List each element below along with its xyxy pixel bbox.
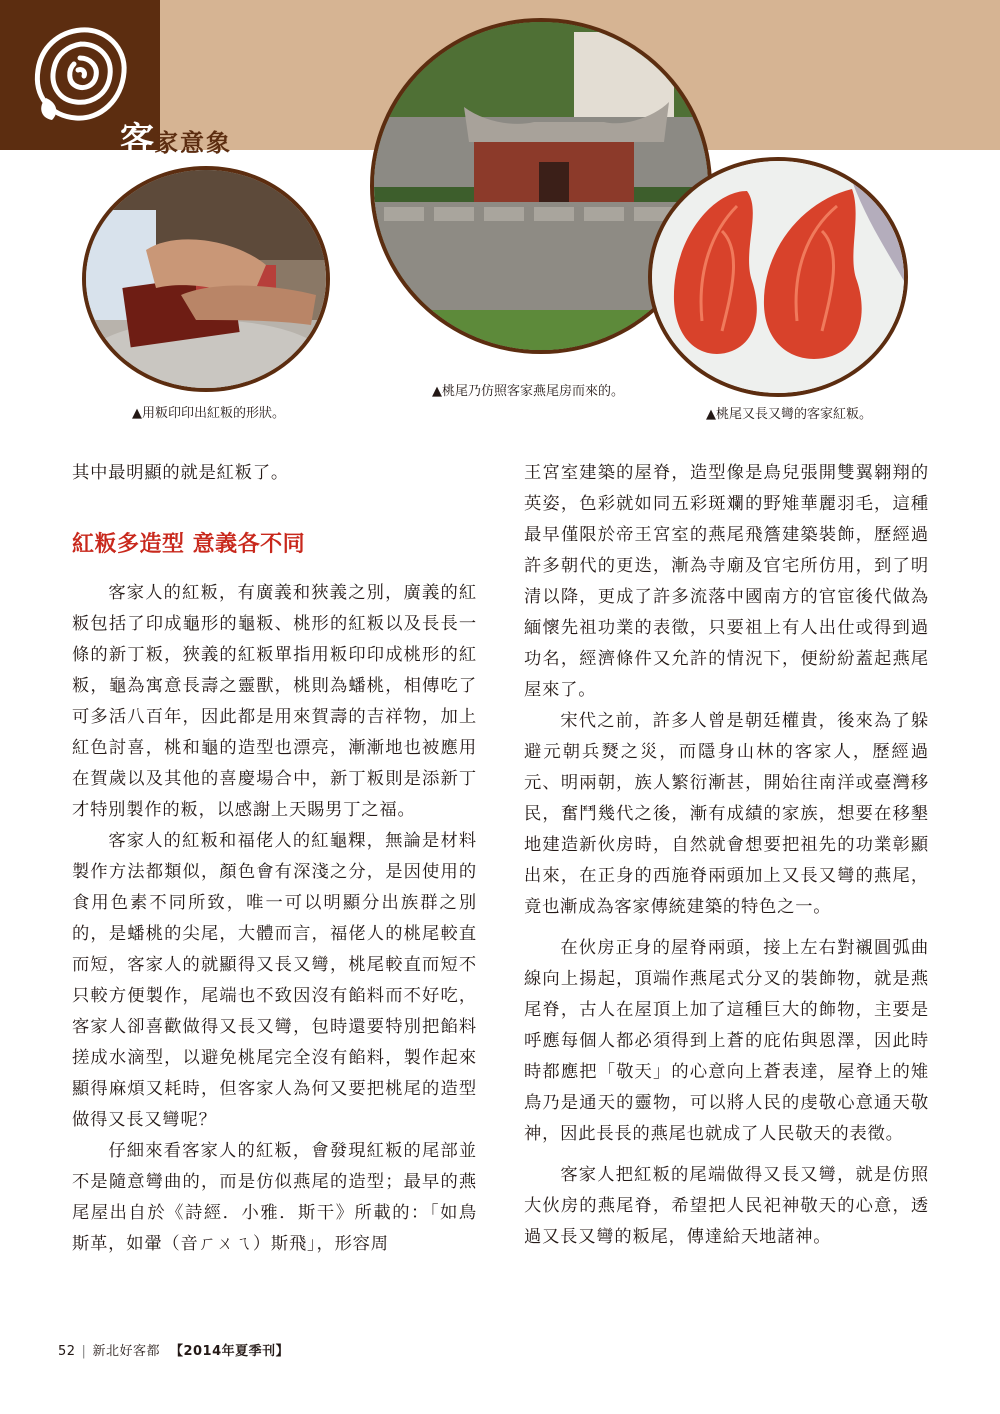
section-title-rest: 家意象 [154,129,232,157]
magazine-name: 新北好客都 [92,1344,160,1359]
body-paragraph: 客家人的紅粄和福佬人的紅龜粿，無論是材料製作方法都類似，顏色會有深淺之分，是因使用的食用色素不同所致，唯一可以明顯分出族群之別的，是蟠桃的尖尾，大體而言，福佬人的桃尾較直而短，客家人的就顯得又長又彎，桃尾較直而短不只較方便製作，尾端也不致因沒有餡料而不好吃，客家人卻喜歡做得又長又彎，包時還要特別把餡料搓成水滴型，以避免桃尾完全沒有餡料，製作起來顯得麻煩又耗時，但客家人為何又要把桃尾的造型做得又長又彎呢？ [72,831,477,1130]
section-heading: 紅粄多造型 意義各不同 [72,532,306,557]
article-column-right [524,458,929,1253]
body-paragraph: 在伙房正身的屋脊兩頭，接上左右對襯圓弧曲線向上揚起，頂端作燕尾式分叉的裝飾物，就是燕尾脊，古人在屋頂上加了這種巨大的飾物，主要是呼應每個人都必須得到上蒼的庇佑與恩澤，因此時時都應把「敬天」的心意向上蒼表達，屋脊上的雉鳥乃是通天的靈物，可以將人民的虔敬心意通天敬神，因此長長的燕尾也就成了人民敬天的表徵。 [524,938,929,1144]
body-paragraph: 仔細來看客家人的紅粄，會發現紅粄的尾部並不是隨意彎曲的，而是仿似燕尾的造型；最早的燕尾屋出自於《詩經．小雅．斯干》所載的：「如鳥斯革，如翬（音ㄏㄨㄟ）斯飛」，形容周 [72,1141,477,1254]
body-paragraph: 客家人的紅粄，有廣義和狹義之別，廣義的紅粄包括了印成龜形的龜粄、桃形的紅粄以及長長一條的新丁粄，狹義的紅粄單指用粄印印成桃形的紅粄，龜為寓意長壽之靈獸，桃則為蟠桃，相傳吃了可多活八百年，因此都是用來賀壽的吉祥物，加上紅色討喜，桃和龜的造型也漂亮，漸漸地也被應用在賀歲以及其他的喜慶場合中，新丁粄則是添新丁才特別製作的粄，以感謝上天賜男丁之福。 [72,583,477,820]
page-number: 52 [58,1344,76,1359]
lead-paragraph: 其中最明顯的就是紅粄了。 [72,463,289,483]
article-column-left [72,458,477,1260]
section-title [120,112,232,160]
page-footer: 52 | 新北好客都 【2014年夏季刊】 [58,1344,290,1359]
body-paragraph: 客家人把紅粄的尾端做得又長又彎，就是仿照大伙房的燕尾脊，希望把人民祀神敬天的心意，透過又長又彎的粄尾，傳達給天地諸神。 [524,1165,929,1247]
caption-rice-cake: ▲桃尾又長又彎的客家紅粄。 [706,407,872,422]
photo-red-rice-cakes [648,157,908,397]
caption-house: ▲桃尾乃仿照客家燕尾房而來的。 [432,384,624,399]
body-paragraph: 宋代之前，許多人曾是朝廷權貴，後來為了躲避元朝兵燹之災，而隱身山林的客家人，歷經過元、明兩朝，族人繁衍漸甚，開始往南洋或臺灣移民，奮鬥幾代之後，漸有成績的家族，想要在移墾地建造新伙房時，自然就會想要把祖先的功業彰顯出來，在正身的西施脊兩頭加上又長又彎的燕尾，竟也漸成為客家傳統建築的特色之一。 [524,711,929,917]
photo-stamping-hands [82,166,330,392]
body-paragraph: 王宮室建築的屋脊，造型像是鳥兒張開雙翼翱翔的英姿，色彩就如同五彩斑斕的野雉華麗羽毛，這種最早僅限於帝王宮室的燕尾飛簷建築裝飾，歷經過許多朝代的更迭，漸為寺廟及官宅所仿用，到了明清以降，更成了許多流落中國南方的官宦後代做為緬懷先祖功業的表徵，只要祖上有人出仕或得到過功名，經濟條件又允許的情況下，便紛紛蓋起燕尾屋來了。 [524,463,929,700]
caption-stamp: ▲用粄印印出紅粄的形狀。 [132,406,285,421]
issue-label: 【2014年夏季刊】 [169,1344,290,1359]
section-title-initial: 客 [120,120,154,160]
